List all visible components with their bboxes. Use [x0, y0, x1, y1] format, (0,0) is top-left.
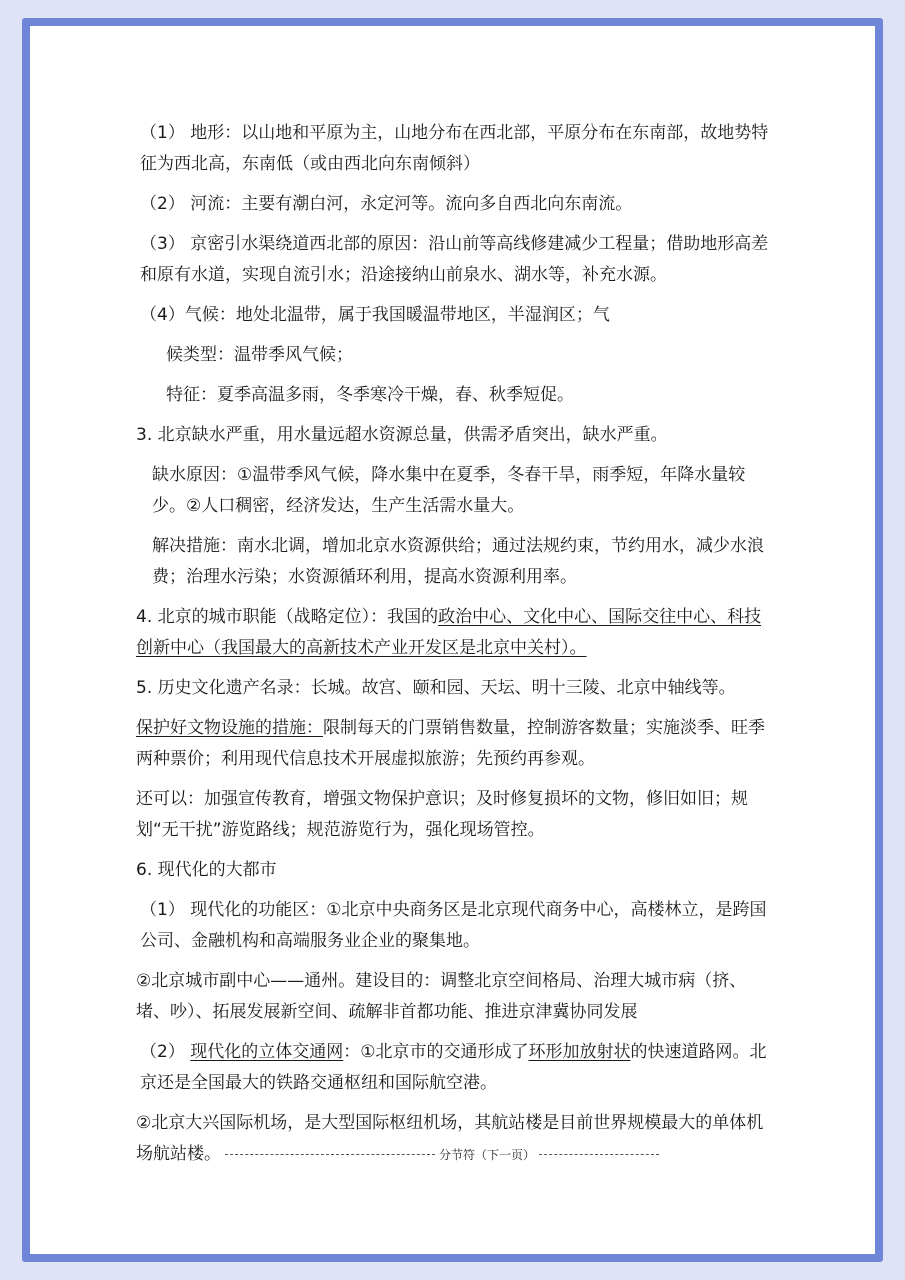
- paragraph-water-shortage: 3. 北京缺水严重，用水量远超水资源总量，供需矛盾突出，缺水严重。: [136, 425, 668, 445]
- airport-text: ②北京大兴国际机场，是大型国际枢纽机场，其航站楼是目前世界规模最大的单体机场航站楼。: [136, 1113, 764, 1164]
- document-page: [30, 26, 875, 1254]
- paragraph-canal: （3） 京密引水渠绕道西北部的原因：沿山前等高线修建减少工程量；借助地形高差和原有水道，实现自流引水；沿途接纳山前泉水、湖水等，补充水源。: [140, 234, 769, 285]
- paragraph-terrain: （1） 地形：以山地和平原为主，山地分布在西北部，平原分布在东南部，故地势特征为西北高，东南低（或由西北向东南倾斜）: [140, 123, 769, 174]
- protection-heading: 保护好文物设施的措施：: [136, 718, 323, 738]
- city-functions-underlined: 政治中心、文化中心、国际交往中心、科技创新中心: [136, 607, 762, 658]
- transport-heading: 现代化的立体交通网: [190, 1042, 344, 1062]
- paragraph-airport: [136, 1108, 776, 1171]
- document-content: [136, 118, 776, 1180]
- paragraph-subcenter: ②北京城市副中心——通州。建设目的：调整北京空间格局、治理大城市病（挤、堵、吵）、拓展发展新空间、疏解非首都功能、推进京津冀协同发展: [136, 971, 747, 1022]
- section-break-label: 分节符（下一页）: [439, 1148, 536, 1162]
- paragraph-solutions: 解决措施：南水北调，增加北京水资源供给；通过法规约束，节约用水，减少水浪费；治理水污染；水资源循环利用，提高水资源利用率。: [152, 536, 764, 587]
- page-frame: [22, 18, 883, 1262]
- section-break-line-right: [539, 1154, 659, 1155]
- transport-mid: ：①北京市的交通形成了: [343, 1042, 529, 1062]
- paragraph-protection: [136, 713, 776, 775]
- transport-ring-radial: 环形加放射状: [528, 1042, 631, 1062]
- paragraph-additional: 还可以：加强宣传教育，增强文物保护意识；及时修复损坏的文物，修旧如旧；规划“无干扰”游览路线；规范游览行为，强化现场管控。: [136, 789, 748, 840]
- transport-rest: 的快速道路网。北京还是全国最大的铁路交通枢纽和国际航空港。: [140, 1042, 767, 1093]
- paragraph-shortage-causes: 缺水原因：①温带季风气候，降水集中在夏季，冬春干旱，雨季短，年降水量较少。②人口稠密，经济发达，生产生活需水量大。: [152, 465, 746, 516]
- paragraph-climate-type: 候类型：温带季风气候；: [166, 345, 353, 365]
- paragraph-transport: [136, 1037, 776, 1099]
- protection-body: 限制每天的门票销售数量，控制游客数量；实施淡季、旺季两种票价；利用现代信息技术开展虚拟旅游；先预约再参观。: [136, 718, 765, 769]
- paragraph-climate: （4）气候：地处北温带，属于我国暖温带地区，半湿润区；气: [140, 305, 610, 325]
- transport-number: （2）: [140, 1042, 191, 1062]
- paragraph-rivers: （2） 河流：主要有潮白河，永定河等。流向多自西北向东南流。: [140, 194, 633, 214]
- paragraph-city-functions: [136, 602, 776, 664]
- paragraph-climate-features: 特征：夏季高温多雨，冬季寒冷干燥，春、秋季短促。: [166, 385, 574, 405]
- city-functions-lead: 4. 北京的城市职能（战略定位）：我国的: [136, 607, 439, 627]
- section-break-line-left: [225, 1154, 435, 1155]
- paragraph-heritage: 5. 历史文化遗产名录：长城。故宫、颐和园、天坛、明十三陵、北京中轴线等。: [136, 678, 736, 698]
- paragraph-functional-zones: （1） 现代化的功能区：①北京中央商务区是北京现代商务中心，高楼林立，是跨国公司、金融机构和高端服务业企业的聚集地。: [140, 900, 767, 951]
- section-heading-metropolis: 6. 现代化的大都市: [136, 860, 277, 880]
- city-functions-note: （我国最大的高新技术产业开发区是北京中关村）。: [204, 638, 587, 658]
